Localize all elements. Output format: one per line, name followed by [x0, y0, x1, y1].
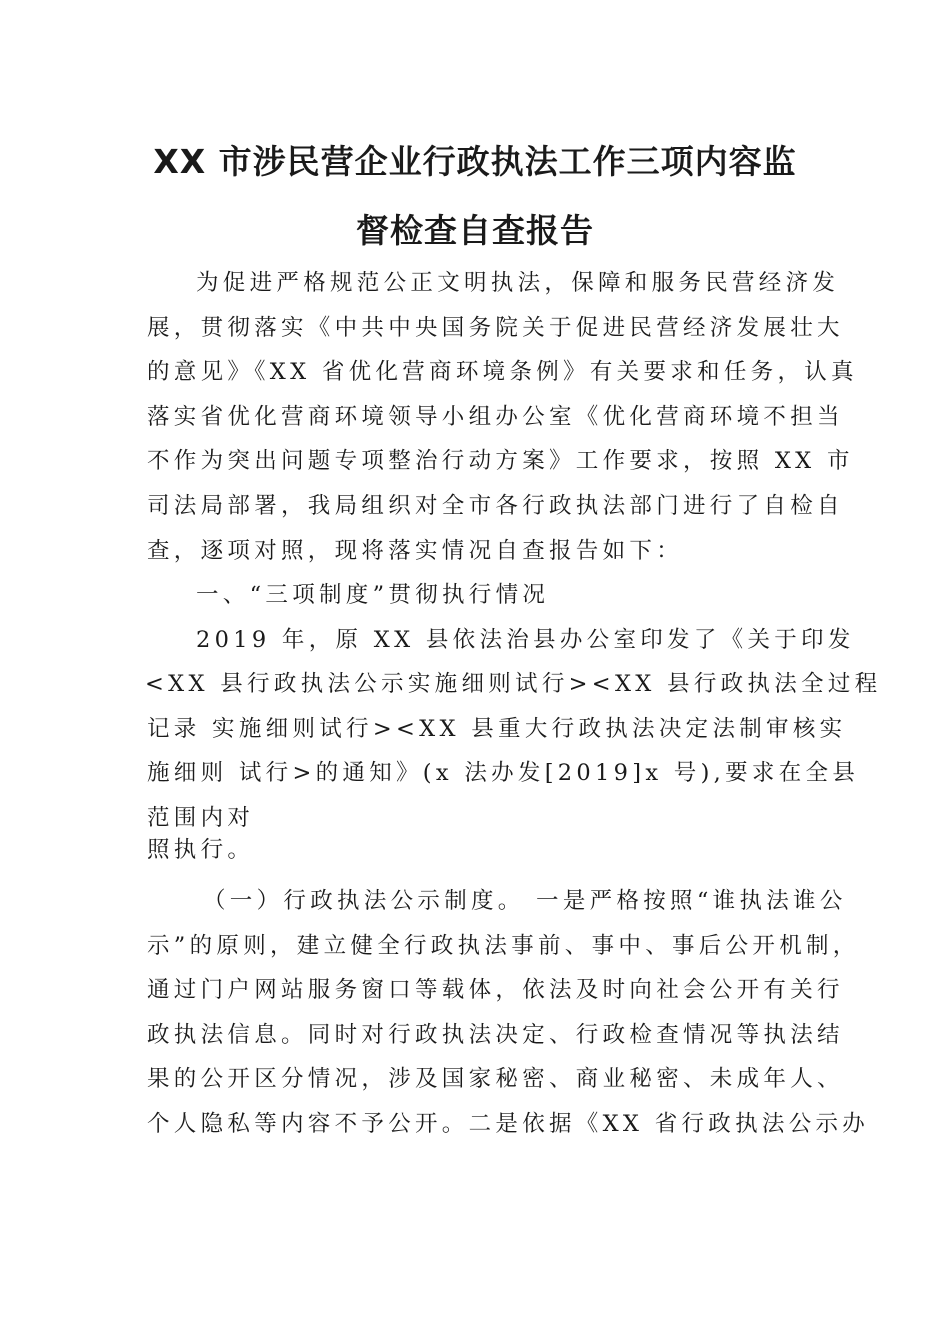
paragraph-1-line-7: 查，逐项对照，现将落实情况自查报告如下： [147, 538, 684, 564]
document-title-line-1: XX 市涉民营企业行政执法工作三项内容监 [153, 142, 797, 181]
paragraph-3-line-4: 政执法信息。同时对行政执法决定、行政检查情况等执法结 [147, 1022, 844, 1048]
document-title-line-2: 督检查自查报告 [356, 211, 594, 250]
paragraph-2-line-4: 施细则 试行>的通知》(x 法办发[2019]x 号),要求在全县 [147, 760, 860, 786]
paragraph-3-line-1: （一）行政执法公示制度。 一是严格按照“谁执法谁公 [203, 888, 847, 914]
paragraph-2-line-6: 照执行。 [147, 837, 255, 863]
paragraph-3-line-5: 果的公开区分情况，涉及国家秘密、商业秘密、未成年人、 [147, 1066, 844, 1092]
paragraph-3-line-2: 示”的原则，建立健全行政执法事前、事中、事后公开机制， [147, 933, 860, 959]
paragraph-3-line-6: 个人隐私等内容不予公开。二是依据《XX 省行政执法公示办 [147, 1111, 870, 1137]
paragraph-2-line-1: 2019 年，原 XX 县依法治县办公室印发了《关于印发 [196, 627, 855, 653]
paragraph-2-line-5: 范围内对 [147, 805, 255, 831]
paragraph-1-line-1: 为促进严格规范公正文明执法，保障和服务民营经济发 [196, 270, 840, 296]
paragraph-1-line-2: 展，贯彻落实《中共中央国务院关于促进民营经济发展壮大 [147, 315, 844, 341]
paragraph-1-line-3: 的意见》《XX 省优化营商环境条例》有关要求和任务，认真 [147, 359, 858, 385]
paragraph-2-line-3: 记录 实施细则试行><XX 县重大行政执法决定法制审核实 [147, 716, 847, 742]
paragraph-3-line-3: 通过门户网站服务窗口等载体，依法及时向社会公开有关行 [147, 977, 844, 1003]
section-heading-1: 一、“三项制度”贯彻执行情况 [196, 582, 550, 608]
paragraph-2-line-2: <XX 县行政执法公示实施细则试行><XX 县行政执法全过程 [145, 671, 882, 697]
paragraph-1-line-6: 司法局部署，我局组织对全市各行政执法部门进行了自检自 [147, 493, 844, 519]
paragraph-1-line-4: 落实省优化营商环境领导小组办公室《优化营商环境不担当 [147, 404, 844, 430]
paragraph-1-line-5: 不作为突出问题专项整治行动方案》工作要求，按照 XX 市 [147, 448, 854, 474]
